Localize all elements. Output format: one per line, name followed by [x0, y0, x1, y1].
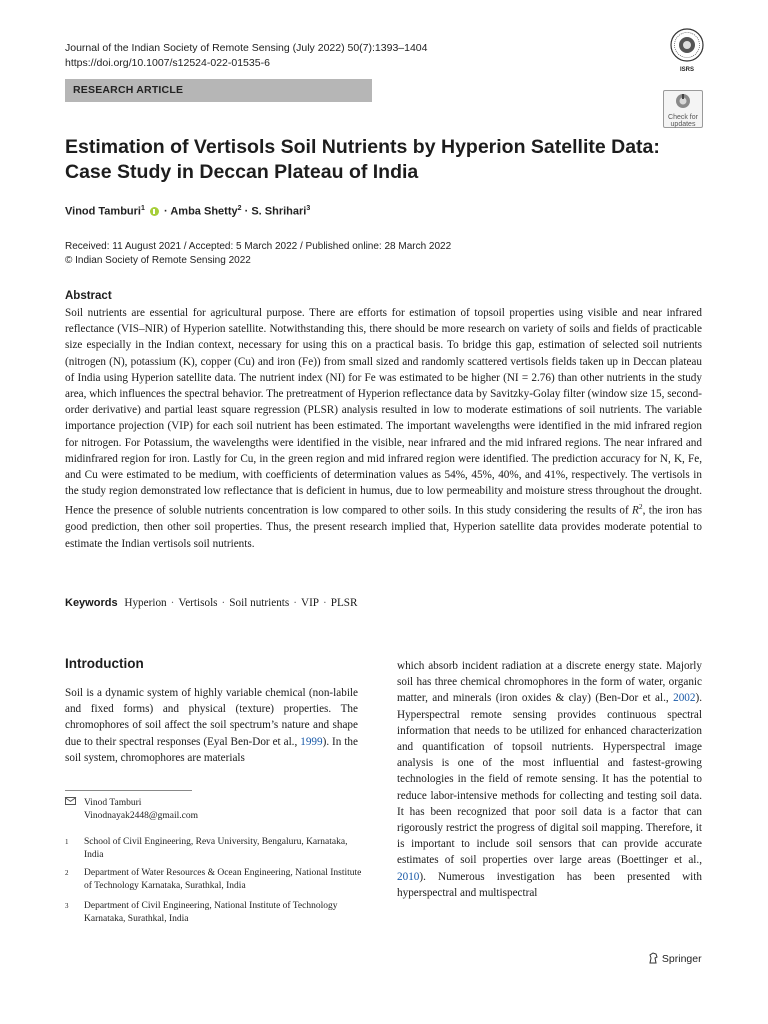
- citation-link[interactable]: 2010: [397, 870, 420, 883]
- author-affiliation: 1: [141, 205, 145, 212]
- keyword-separator: ·: [170, 597, 175, 609]
- citation-link[interactable]: 2002: [673, 692, 696, 705]
- citation-link[interactable]: 1999: [300, 735, 323, 748]
- affiliation-number: 1: [65, 838, 69, 846]
- author-separator: ·: [244, 205, 249, 218]
- footnote-divider: [65, 790, 192, 791]
- check-updates-line2: updates: [670, 121, 696, 128]
- publication-dates: [65, 240, 451, 268]
- keyword-separator: ·: [293, 597, 297, 609]
- intro-text: which absorb incident radiation at a discrete energy state. Majorly soil has three chemical chromophores in the form of water, organic matter, and minerals (iron oxides & clay) (Ben-Dor et al.,: [397, 660, 702, 705]
- author-name[interactable]: Amba Shetty: [170, 205, 238, 218]
- check-updates-line1: Check for: [668, 114, 698, 121]
- corresponding-name: Vinod Tamburi: [84, 798, 142, 808]
- update-icon: [675, 93, 691, 109]
- abstract-body: [65, 305, 702, 552]
- keyword: Soil nutrients: [229, 597, 290, 609]
- author-affiliation: 2: [237, 205, 242, 212]
- journal-citation: Journal of the Indian Society of Remote Sensing (July 2022) 50(7):1393–1404: [65, 42, 428, 54]
- affiliation-number: 3: [65, 902, 69, 910]
- publisher-logo: [648, 952, 702, 965]
- author-name[interactable]: S. Shrihari: [251, 205, 307, 218]
- affiliation-text: School of Civil Engineering, Reva University, Bengaluru, Karnataka, India: [84, 837, 348, 860]
- article-title: Estimation of Vertisols Soil Nutrients by Hyperion Satellite Data: Case Study in Deccan Plateau of India: [65, 136, 660, 183]
- keywords-label: Keywords: [65, 597, 118, 609]
- publisher-name: Springer: [661, 953, 702, 965]
- author-affiliation: 3: [306, 205, 311, 212]
- intro-text: ). Hyperspectral remote sensing provides continuous spectral information that needs to be utilized for enhanced characterization and quantification of topsoil nutrients. Hyperspectral image analysis is one of the most influential and fastest-growing technologies in the field of remote sensing. It has the potential to reduce labor-intensive methods for collecting and testing soil data. It has been recognized that poor soil data is a factor that can rigorously restrict the progress of digital soil mapping. Therefore, it is important to include soil sensors that can provide accurate estimates of soil properties over large areas (Boettinger et al.,: [397, 692, 702, 867]
- introduction-heading: Introduction: [65, 656, 144, 671]
- keyword: VIP: [300, 597, 320, 609]
- keyword: PLSR: [330, 597, 358, 609]
- copyright-line: © Indian Society of Remote Sensing 2022: [65, 255, 251, 266]
- keyword-separator: ·: [323, 597, 327, 609]
- intro-column-left: [65, 685, 358, 766]
- keyword-separator: ·: [221, 597, 226, 609]
- affiliation-text: Department of Civil Engineering, National Institute of Technology Karnataka, Surathkal, India: [84, 901, 338, 924]
- journal-header: [65, 41, 427, 71]
- keyword: Vertisols: [178, 597, 218, 609]
- abstract-text: , the iron has good prediction, then other soil properties. Thus, the present research implied that, Hyperion satellite data provides moderate potential to estimate the Indian vertisols soil nutrients.: [65, 505, 702, 550]
- society-seal-icon: [669, 28, 705, 74]
- corresponding-author: [84, 797, 198, 823]
- affiliation-number: 2: [65, 869, 69, 877]
- doi-link[interactable]: https://doi.org/10.1007/s12524-022-01535-6: [65, 57, 270, 69]
- author-name[interactable]: Vinod Tamburi: [65, 205, 141, 218]
- seal-label: ISRS: [679, 67, 695, 73]
- intro-text: Soil is a dynamic system of highly variable chemical (non-labile and fixed forms) and physical (texture) properties. The chromophores of soil affect the soil spectrum’s nature and shape due to their spectral responses (Eyal Ben-Dor et al.,: [65, 687, 358, 748]
- springer-horse-icon: [648, 952, 659, 964]
- article-type-banner: RESEARCH ARTICLE: [65, 79, 372, 102]
- author-list: [65, 205, 310, 218]
- keywords-line: [65, 597, 358, 609]
- abstract-heading: Abstract: [65, 290, 112, 302]
- check-for-updates-badge[interactable]: [663, 90, 703, 128]
- affiliation-text: Department of Water Resources & Ocean Engineering, National Institute of Technology Karnataka, Surathkal, India: [84, 868, 362, 891]
- orcid-icon[interactable]: [150, 207, 159, 216]
- intro-column-right: [397, 658, 702, 901]
- intro-text: ). Numerous investigation has been presented with hyperspectral and multispectral: [397, 870, 702, 899]
- r-squared-exponent: 2: [638, 502, 643, 512]
- corresponding-email[interactable]: Vinodnayak2448@gmail.com: [84, 811, 198, 821]
- author-separator: ·: [164, 205, 168, 218]
- keyword: Hyperion: [124, 597, 167, 609]
- intro-text: ). In the soil system, chromophores are materials: [65, 735, 358, 764]
- dates-line: Received: 11 August 2021 / Accepted: 5 March 2022 / Published online: 28 March 2022: [65, 241, 452, 252]
- envelope-icon: [65, 797, 76, 805]
- r-squared-symbol: R: [632, 505, 639, 518]
- abstract-text: Soil nutrients are essential for agricultural purpose. There are efforts for estimation of topsoil properties using visible and near infrared reflectance (VIS–NIR) of Hyperion satellite. Notwithstanding this, there should be more research on variety of soils and fields of practicable size especially in the Indian context, necessary for using this on a practical basis. To bridge this gap, estimation of selected soil nutrients (nitrogen (N), potassium (K), copper (Cu) and iron (Fe)) from small sized and randomly scattered vertisols fields taken up in Deccan plateau of India using Hyperion satellite data. The nutrient index (NI) for Fe was estimated to be higher (NI = 2.76) than other nutrients in the study area, which influences the spectral behavior. The pretreatment of Hyperion reflectance data by Savitzky-Golay filter (window size 15, second-order derivative) and partial least square regression (PLSR) analysis resulted in low to moderate estimations of soil nutrients. The variable importance projection (VIP) for each soil nutrient has been estimated. The important wavelengths were identified in the mid infrared region for nitrogen. For Potassium, the wavelengths were identified in the visible, near infrared and the mid infrared regions. The near infrared and midinfrared region for iron. Lastly for Cu, in the green region and mid infrared region were identified. The prediction accuracy for N, K, Fe, and Cu were estimated to be medium, with coefficients of determination values as 54%, 45%, 40%, and 41%, respectively. The vertisols in the study region demonstrated low reflectance that is deficient in humus, due to low permeability and moisture stress throughout the drought. Hence the presence of soluble nutrients concentration is low compared to other soils. In this study considering the results of: [65, 307, 702, 518]
